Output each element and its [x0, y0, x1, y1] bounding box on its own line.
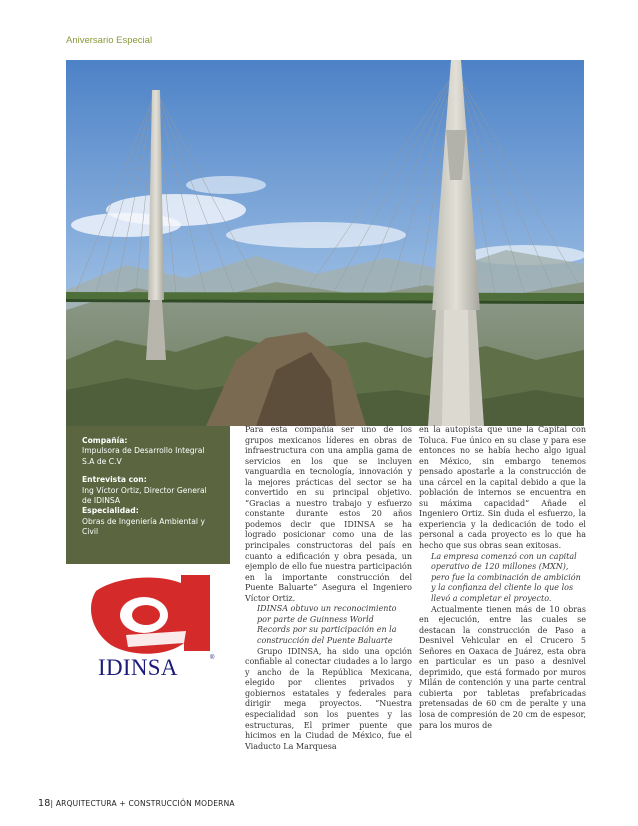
idinsa-logo-text: IDINSA [98, 655, 178, 680]
page-footer [38, 798, 235, 809]
article-column-1 [245, 425, 412, 752]
article-paragraph: Actualmente tienen más de 10 obras en ejecución, entre las cuales se destacan la construcción de Paso a Desnivel Vehicular en el Crucero 5 Señores en Oaxaca de Juárez, esta obra en particular es un paso a desnivel deprimido, que está formado por muros Milán de contención y una parte central cubierta por tabletas prefabricadas pretensadas de 60 cm de peralte y una losa de compresión de 20 cm de espesor, para los muros de [419, 604, 586, 730]
pull-quote-1: IDINSA obtuvo un reconocimiento por parte de Guinness World Records por su participación en la construcción del Puente Baluarte [257, 604, 397, 646]
page-number: 18 [38, 798, 51, 809]
pull-quote-2: La empresa comenzó con un capital operativo de 120 millones (MXN), pero fue la combinación de ambición y la confianza del cliente lo que los llevó a completar el proyecto. [431, 551, 581, 603]
footer-separator: | [50, 799, 54, 808]
specialty-label: Especialidad: [82, 506, 139, 516]
magazine-name: ARQUITECTURA + CONSTRUCCIÓN MODERNA [55, 799, 235, 808]
company-info-box [66, 426, 230, 564]
company-label: Compañía: [82, 436, 128, 445]
article-column-2 [419, 425, 586, 731]
bridge-photo [66, 60, 584, 426]
article-paragraph: Para esta compañía ser uno de los grupos mexicanos líderes en obras de infraestructura con una amplia gama de servicios en los que se incluyen vanguardia en tecnología, innovación y la mejores prácticas del sector se ha convertido en su principal objetivo. “Gracias a nuestro trabajo y esfuerzo constante durante estos 20 años podemos decir que IDINSA se ha logrado posicionar como una de las principales constructoras del país en cuanto a edificación y obra pesada, un ejemplo de ello fue nuestra participación en la importante construcción del Puente Baluarte” Asegura el Ingeniero Víctor Ortiz. [245, 425, 412, 603]
interview-value: Ing Víctor Ortiz, Director General de IDINSA [82, 485, 207, 506]
article-paragraph: Grupo IDINSA, ha sido una opción confiable al conectar ciudades a lo largo y ancho de la República Mexicana, elegido por clientes privados y gobiernos estatales y federales para dirigir mega proyectos. “Nuestra especialidad son los puentes y las estructuras, El primer puente que hicimos en la Ciudad de México, fue el Viaducto La Marquesa [245, 646, 412, 751]
registered-mark: ® [210, 655, 215, 661]
section-label: Aniversario Especial [66, 35, 153, 46]
article-paragraph: en la autopista que une la Capital con Toluca. Fue único en su clase y para ese entonces no se había hecho algo igual en México, sin embargo tenemos pensado apostarle a la construcción de una cárcel en la capital debido a que la población de internos se encuentra en su máxima capacidad” Añade el Ingeniero Ortiz. Sin duda el esfuerzo, la experiencia y la dedicación de todo el personal a cada proyecto es lo que ha hecho que sus obras sean exitosas. [419, 425, 586, 551]
company-value: Impulsora de Desarrollo Integral S.A de C.V [82, 446, 205, 466]
interview-label: Entrevista con: [82, 475, 147, 485]
specialty-value: Obras de Ingeniería Ambiental y Civil [82, 516, 205, 537]
